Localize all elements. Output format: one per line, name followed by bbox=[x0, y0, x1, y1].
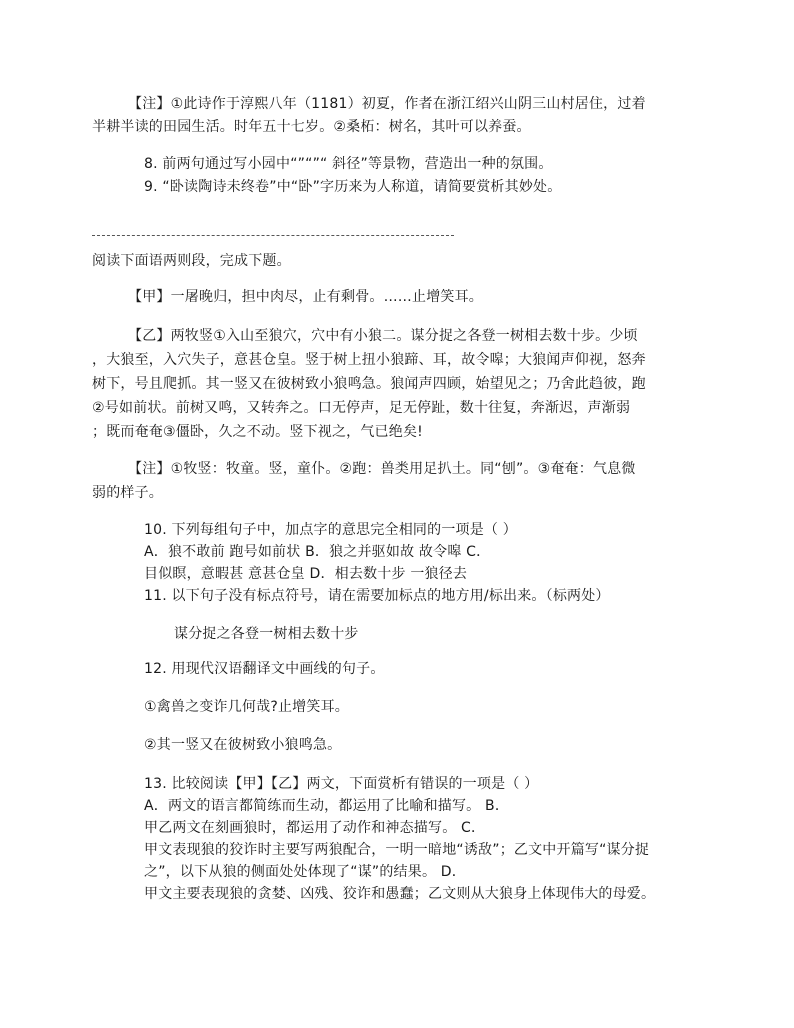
question-13-option: 甲文表现狼的狡诈时主要写两狼配合，一明一暗地“诱敌”；乙文中开篇写“谋分捉 bbox=[144, 842, 650, 858]
passage-note-line-1: 【注】①牧竖：牧童。竖，童仆。②跑：兽类用足扒土。同“刨”。③奄奄：气息微 bbox=[128, 461, 636, 477]
question-11: 11. 以下句子没有标点符号，请在需要加标点的地方用/标出来。（标两处） bbox=[144, 588, 610, 604]
question-12-item: ①禽兽之变诈几何哉?止增笑耳。 bbox=[144, 699, 349, 715]
section-intro: 阅读下面语两则段，完成下题。 bbox=[92, 253, 291, 269]
question-12: 12. 用现代汉语翻译文中画线的句子。 bbox=[144, 661, 385, 677]
passage-jia: 【甲】一屠晚归，担中肉尽，止有剩骨。……止增笑耳。 bbox=[128, 289, 483, 305]
question-11-sentence: 谋分捉之各登一树相去数十步 bbox=[174, 626, 359, 642]
question-13-option: 之”，以下从狼的侧面处处体现了“谋”的结果。 D． bbox=[144, 864, 466, 880]
question-13-option: 甲乙两文在刻画狼时，都运用了动作和神态描写。 C． bbox=[144, 820, 486, 836]
section-separator bbox=[92, 235, 454, 236]
question-13-option: 甲文主要表现狼的贪婪、凶残、狡诈和愚蠢；乙文则从大狼身上体现伟大的母爱。 bbox=[144, 886, 656, 902]
question-10: 10. 下列每组句子中，加点字的意思完全相同的一项是（ ） bbox=[144, 522, 517, 538]
passage-yi-line: ，大狼至，入穴失子，意甚仓皇。竖于树上扭小狼蹄、耳，故令嗥；大狼闻声仰视，怒奔 bbox=[92, 352, 646, 368]
poem-note-line-2: 半耕半读的田园生活。时年五十七岁。②桑柘：树名，其叶可以养蚕。 bbox=[92, 119, 531, 135]
question-10-option: A．狼不敢前 跑号如前状 B．狼之并驱如故 故令嗥 C． bbox=[144, 544, 491, 560]
question-13: 13. 比较阅读【甲】【乙】两文，下面赏析有错误的一项是（ ） bbox=[144, 776, 539, 792]
passage-yi-line: ；既而奄奄③僵卧，久之不动。竖下视之，气已绝矣! bbox=[92, 424, 423, 440]
poem-note-line-1: 【注】①此诗作于淳熙八年（1181）初夏，作者在浙江绍兴山阴三山村居住，过着 bbox=[128, 96, 646, 112]
question-13-option: A．两文的语言都简练而生动，都运用了比喻和描写。 B． bbox=[144, 798, 510, 814]
question-8: 8. 前两句通过写小园中“”“”“ 斜径”等景物，营造出一种的氛围。 bbox=[144, 156, 553, 172]
passage-yi-line: 树下，号且爬抓。其一竖又在彼树致小狼鸣急。狼闻声四顾，始望见之；乃舍此趋彼，跑 bbox=[92, 376, 646, 392]
passage-note-line-2: 弱的样子。 bbox=[92, 485, 163, 501]
passage-yi-line: 【乙】两牧竖①入山至狼穴，穴中有小狼二。谋分捉之各登一树相去数十步。少顷 bbox=[128, 328, 638, 344]
question-9: 9. “卧读陶诗未终卷”中“卧”字历来为人称道，请简要赏析其妙处。 bbox=[144, 179, 562, 195]
question-10-option: 目似瞑，意暇甚 意甚仓皇 D．相去数十步 一狼径去 bbox=[144, 566, 468, 582]
passage-yi-line: ②号如前状。前树又鸣，又转奔之。口无停声，足无停趾，数十往复，奔渐迟，声渐弱 bbox=[92, 400, 631, 416]
question-12-item: ②其一竖又在彼树致小狼鸣急。 bbox=[144, 737, 342, 753]
